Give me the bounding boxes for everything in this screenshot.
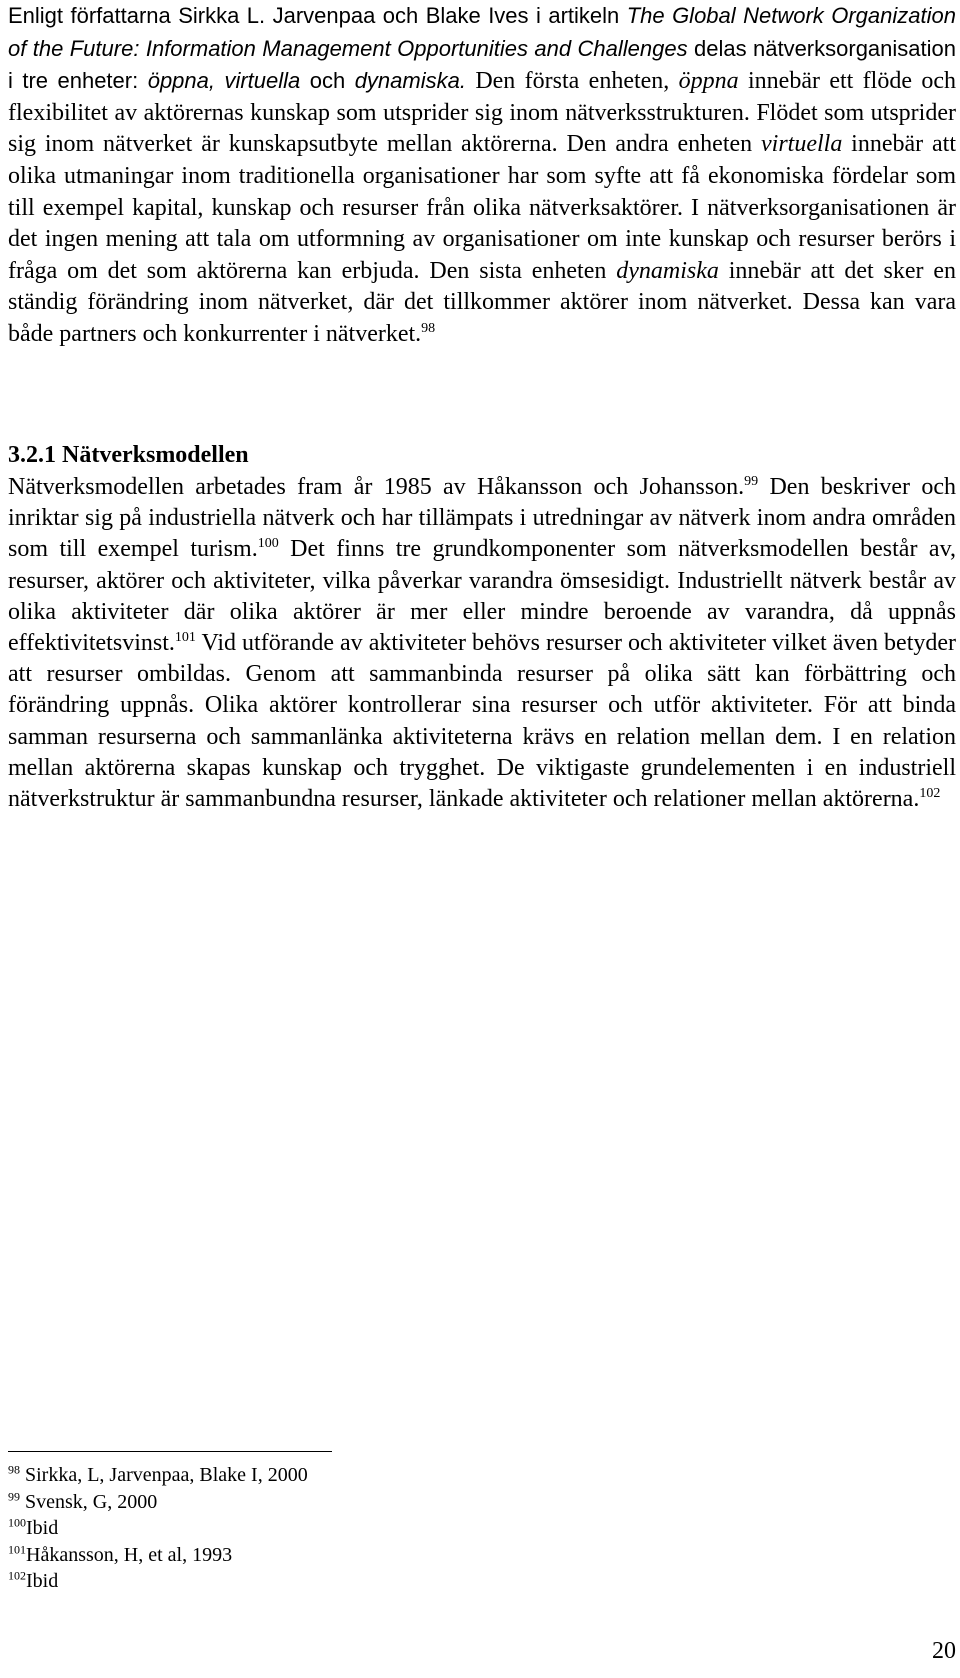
text-segment: delas nätverksorganisation i tre enheter:	[8, 35, 956, 94]
footnote-ref-100[interactable]: 100	[257, 536, 279, 552]
footnotes-list	[8, 1462, 308, 1595]
text-segment: och	[300, 68, 355, 94]
footnote-text: Håkansson, H, et al, 1993	[26, 1543, 233, 1566]
footnote-101	[8, 1542, 308, 1569]
footnote-text: Sirkka, L, Jarvenpaa, Blake I, 2000	[20, 1464, 308, 1486]
footnote-text: Svensk, G, 2000	[20, 1490, 158, 1513]
term-oppna: öppna	[678, 68, 739, 95]
section-heading: 3.2.1 Nätverksmodellen	[8, 442, 249, 468]
page-number: 20	[932, 1638, 956, 1664]
footnote-ref-102[interactable]: 102	[919, 786, 941, 802]
text-segment: Det finns tre grundkomponenter som nätverksmodellen består av, resurser, aktörer och aktiviteter, vilka påverkar varandra ömsesidigt. Industriellt nätverk består av olika aktiviteter där olika aktörer är mer eller mindre beroende av varandra, då uppnås effektivitetsvinst.	[8, 536, 957, 657]
text-segment: Nätverksmodellen arbetades fram år 1985 av Håkansson och Johansson.	[8, 474, 745, 500]
footnote-number: 100	[8, 1515, 26, 1530]
term-dynamiska: dynamiska.	[354, 68, 466, 94]
footnote-102	[8, 1568, 308, 1595]
text-segment: Den beskriver och inriktar sig på industriella nätverk och har tillämpats i utredningar av nätverk inom andra områden som till exempel turism.	[8, 474, 956, 563]
text-segment: innebär att olika utmaningar inom traditionella organisationer har som syfte att få ekonomiska fördelar som till exempel kapital, kunskap och resurser från olika nätverksaktörer. I nätverksorganisationen är det ingen mening att tala om utformning av organisationer om inte kunskap och resurser berörs i fråga om det som aktörerna kan erbjuda. Den sista enheten	[8, 131, 956, 284]
article-title: The Global Network Organization of the Future: Information Management Opportunities and Challenges	[8, 3, 956, 61]
footnote-divider	[8, 1451, 332, 1452]
footnote-number: 98	[8, 1462, 20, 1477]
text-segment: Vid utförande av aktiviteter behövs resurser och aktiviteter vilket även betyder att resurser ombildas. Genom att sammanbinda resurser på olika sätt kan förbättring och förändring uppnås. Olika aktörer kontrollerar sina resurser och utför aktiviteter. För att binda samman resurserna och sammanlänka aktiviteterna krävs en relation mellan dem. I en relation mellan aktörerna skapas kunskap och trygghet. De viktigaste grundelementen i en industriell nätverkstruktur är sammanbundna resurser, länkade aktiviteter och relationer mellan aktörerna.	[8, 630, 956, 813]
text-segment: innebär att det sker en ständig förändring inom nätverket, där det tillkommer aktörer inom nätverket. Dessa kan vara både partners och konkurrenter i nätverket.	[8, 257, 956, 347]
footnote-number: 101	[8, 1541, 26, 1556]
footnote-ref-99[interactable]: 99	[744, 474, 759, 489]
footnote-text: Ibid	[26, 1570, 59, 1592]
text-segment: Den första enheten,	[465, 68, 679, 95]
body-paragraph-network-model	[8, 472, 956, 815]
term-oppna-virtuella: öppna, virtuella	[147, 68, 301, 94]
text-segment: innebär ett flöde och flexibilitet av aktörernas kunskap som utsprider sig inom nätverksstrukturen. Flödet som utsprider sig inom nätverket är kunskapsutbyte mellan aktörerna. Den andra enheten	[8, 68, 956, 158]
footnote-ref-101[interactable]: 101	[174, 630, 196, 646]
footnote-text: Ibid	[26, 1517, 59, 1539]
footnote-98	[8, 1462, 308, 1489]
footnote-100	[8, 1515, 308, 1542]
footnote-ref-98[interactable]: 98	[421, 320, 436, 336]
term-virtuella: virtuella	[761, 131, 843, 158]
footnote-99	[8, 1489, 308, 1516]
footnote-number: 99	[8, 1488, 20, 1503]
body-paragraph-network-organization	[8, 0, 956, 351]
text-segment: Enligt författarna Sirkka L. Jarvenpaa och Blake Ives i artikeln	[8, 3, 627, 28]
term-dynamiska: dynamiska	[616, 257, 719, 284]
footnote-number: 102	[8, 1568, 26, 1583]
